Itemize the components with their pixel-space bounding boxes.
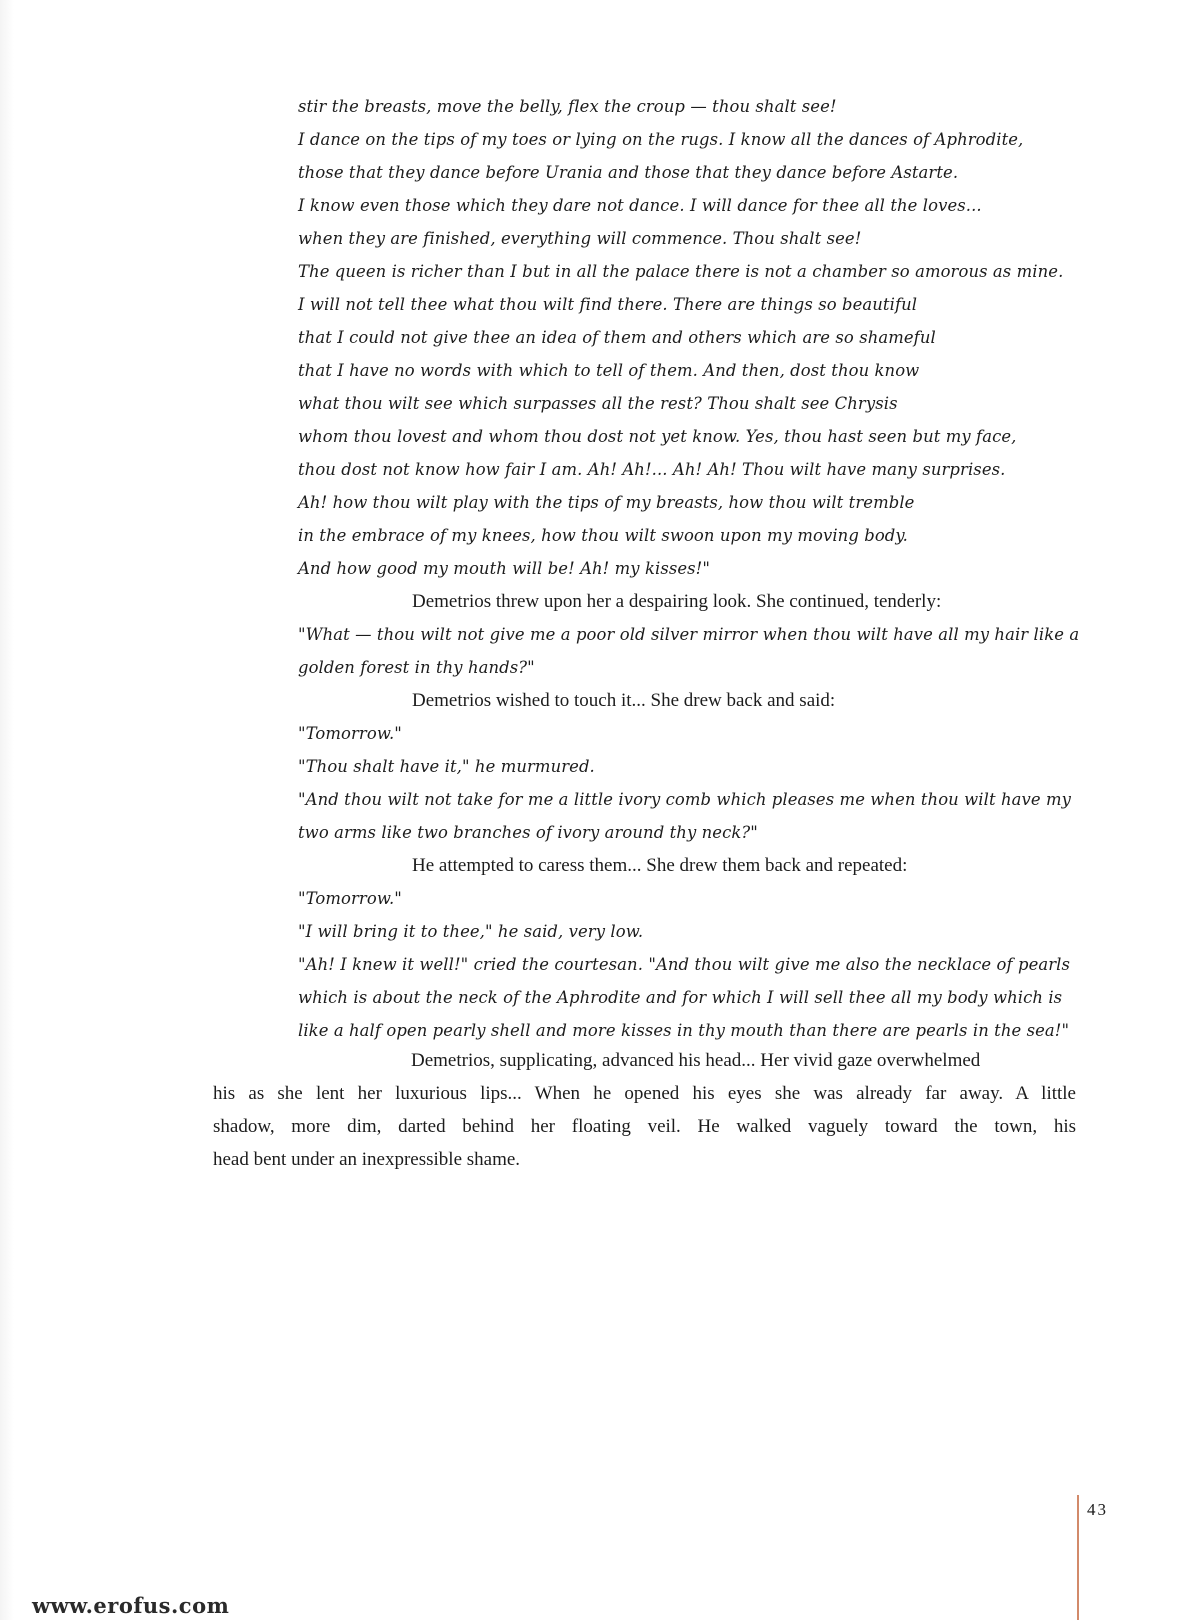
watermark: www.erofus.com [32,1593,230,1618]
dialogue-line: like a half open pearly shell and more kisses in thy mouth than there are pearls in the sea!" [298,1021,1070,1040]
verse-line: those that they dance before Urania and those that they dance before Astarte. [298,163,959,182]
dialogue-line: "And thou wilt not take for me a little ivory comb which pleases me when thou wilt have my [298,790,1071,809]
dialogue-line: golden forest in thy hands?" [298,658,535,677]
dialogue-line: "Ah! I knew it well!" cried the courtesan. "And thou wilt give me also the necklace of pearls [298,955,1071,974]
closing-paragraph [213,1044,1076,1176]
dialogue-line: two arms like two branches of ivory around thy neck?" [298,823,758,842]
page-edge-shadow [0,0,14,1620]
closing-line: Demetrios, supplicating, advanced his head... Her vivid gaze overwhelmed [411,1050,981,1071]
dialogue-line: "Thou shalt have it," he murmured. [298,757,595,776]
narration-line: He attempted to caress them... She drew them back and repeated: [412,855,908,876]
verse-line: The queen is richer than I but in all the palace there is not a chamber so amorous as mine. [298,262,1064,281]
verse-line: when they are finished, everything will commence. Thou shalt see! [298,229,862,248]
narration-line: Demetrios wished to touch it... She drew back and said: [412,690,836,711]
verse-line: I dance on the tips of my toes or lying on the rugs. I know all the dances of Aphrodite, [298,130,1024,149]
verse-line: whom thou lovest and whom thou dost not yet know. Yes, thou hast seen but my face, [298,427,1017,446]
verse-line: that I have no words with which to tell of them. And then, dost thou know [298,361,920,380]
dialogue-line: "Tomorrow." [298,724,402,743]
verse-line: I will not tell thee what thou wilt find there. There are things so beautiful [298,295,918,314]
closing-line: head bent under an inexpressible shame. [213,1149,521,1170]
verse-line: what thou wilt see which surpasses all the rest? Thou shalt see Chrysis [298,394,898,413]
verse-line: Ah! how thou wilt play with the tips of my breasts, how thou wilt tremble [298,493,915,512]
verse-line: thou dost not know how fair I am. Ah! Ah!... Ah! Ah! Thou wilt have many surprises. [298,460,1006,479]
main-text-block [298,90,1088,1047]
closing-line: his as she lent her luxurious lips... When he opened his eyes she was already far away. A little [213,1083,1076,1104]
closing-line: shadow, more dim, darted behind her floating veil. He walked vaguely toward the town, his [213,1116,1076,1137]
dialogue-line: "I will bring it to thee," he said, very low. [298,922,644,941]
dialogue-line: which is about the neck of the Aphrodite and for which I will sell thee all my body which is [298,988,1063,1007]
page-number-rule [1077,1495,1079,1620]
narration-line: Demetrios threw upon her a despairing look. She continued, tenderly: [412,591,942,612]
page-number: 43 [1087,1500,1108,1519]
dialogue-line: "Tomorrow." [298,889,402,908]
dialogue-line: "What — thou wilt not give me a poor old silver mirror when thou wilt have all my hair like a [298,625,1080,644]
verse-line: that I could not give thee an idea of them and others which are so shameful [298,328,936,347]
verse-line: And how good my mouth will be! Ah! my kisses!" [298,559,711,578]
verse-line: I know even those which they dare not dance. I will dance for thee all the loves... [298,196,982,215]
verse-line: stir the breasts, move the belly, flex the croup — thou shalt see! [298,97,837,116]
verse-line: in the embrace of my knees, how thou wilt swoon upon my moving body. [298,526,908,545]
